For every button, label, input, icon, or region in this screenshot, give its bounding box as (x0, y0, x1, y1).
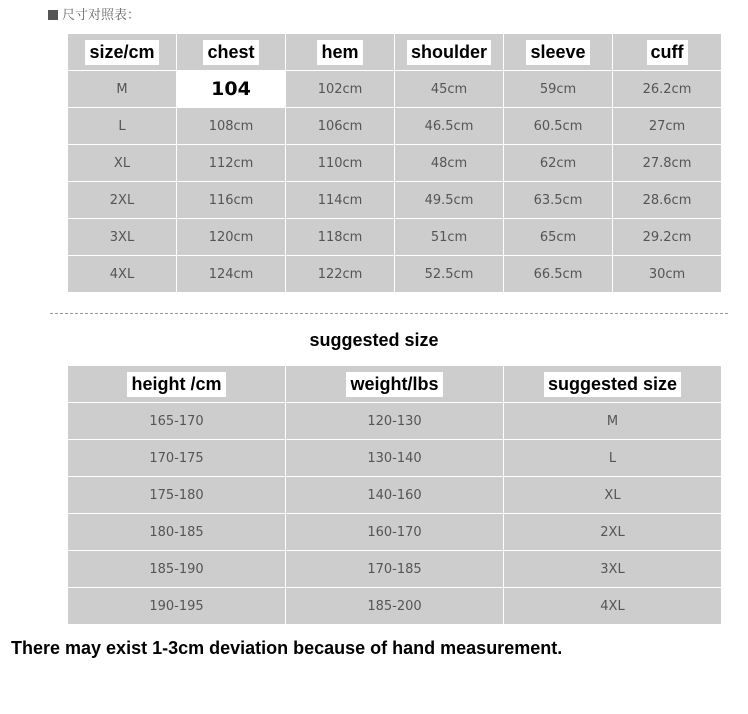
table-cell: 60.5cm (504, 108, 613, 145)
section-title-text: 尺寸对照表： (62, 8, 141, 23)
table-cell: 170-175 (68, 440, 286, 477)
suggest-table-header-row (68, 366, 722, 403)
measurement-note: There may exist 1-3cm deviation because of hand measurement. (11, 638, 563, 658)
table-row (68, 551, 722, 588)
table-cell: 180-185 (68, 514, 286, 551)
table-row (68, 440, 722, 477)
table-cell: 108cm (177, 108, 286, 145)
hem-header-cell: hem (286, 34, 395, 71)
table-cell-highlighted: 104 (177, 71, 286, 108)
table-cell: 110cm (286, 145, 395, 182)
size-header-cell: size/cm (68, 34, 177, 71)
table-cell: 51cm (395, 219, 504, 256)
table-cell: 102cm (286, 71, 395, 108)
table-cell: 112cm (177, 145, 286, 182)
table-cell: 65cm (504, 219, 613, 256)
table-cell: 30cm (613, 256, 722, 293)
table-cell: 27.8cm (613, 145, 722, 182)
table-cell: L (68, 108, 177, 145)
table-row (68, 182, 722, 219)
weight-header-cell: weight/lbs (286, 366, 504, 403)
table-row (68, 71, 722, 108)
chest-header-cell: chest (177, 34, 286, 71)
square-bullet-icon (48, 10, 58, 20)
table-cell: 120-130 (286, 403, 504, 440)
table-cell: 45cm (395, 71, 504, 108)
shoulder-header-cell: shoulder (395, 34, 504, 71)
table-cell: 118cm (286, 219, 395, 256)
table-cell: 130-140 (286, 440, 504, 477)
table-cell: 27cm (613, 108, 722, 145)
table-cell: 2XL (68, 182, 177, 219)
section-title (48, 4, 140, 23)
table-cell: 124cm (177, 256, 286, 293)
table-cell: M (504, 403, 722, 440)
table-cell: 2XL (504, 514, 722, 551)
table-row (68, 145, 722, 182)
table-cell: 3XL (68, 219, 177, 256)
size-chart-table (67, 33, 722, 293)
table-cell: 114cm (286, 182, 395, 219)
suggested-size-header-cell: suggested size (504, 366, 722, 403)
table-cell: 160-170 (286, 514, 504, 551)
table-cell: M (68, 71, 177, 108)
table-row (68, 403, 722, 440)
table-cell: 46.5cm (395, 108, 504, 145)
sleeve-header-cell: sleeve (504, 34, 613, 71)
table-row (68, 588, 722, 625)
dashed-divider (50, 313, 728, 314)
table-cell: XL (504, 477, 722, 514)
table-cell: 175-180 (68, 477, 286, 514)
table-cell: 120cm (177, 219, 286, 256)
table-cell: 116cm (177, 182, 286, 219)
table-cell: 185-190 (68, 551, 286, 588)
table-row (68, 219, 722, 256)
suggested-size-title (0, 330, 748, 351)
size-table-header-row (68, 34, 722, 71)
table-cell: 3XL (504, 551, 722, 588)
table-cell: 66.5cm (504, 256, 613, 293)
table-row (68, 477, 722, 514)
height-header-cell: height /cm (68, 366, 286, 403)
table-cell: 48cm (395, 145, 504, 182)
table-row (68, 514, 722, 551)
table-cell: 165-170 (68, 403, 286, 440)
table-cell: 4XL (68, 256, 177, 293)
table-cell: 63.5cm (504, 182, 613, 219)
table-cell: 4XL (504, 588, 722, 625)
table-cell: 26.2cm (613, 71, 722, 108)
cuff-header-cell: cuff (613, 34, 722, 71)
table-cell: 122cm (286, 256, 395, 293)
suggested-size-title-text: suggested size (305, 328, 442, 352)
table-cell: 52.5cm (395, 256, 504, 293)
table-row (68, 108, 722, 145)
table-cell: 28.6cm (613, 182, 722, 219)
table-cell: 49.5cm (395, 182, 504, 219)
suggested-size-table (67, 365, 722, 625)
table-cell: 106cm (286, 108, 395, 145)
table-cell: 190-195 (68, 588, 286, 625)
table-cell: 62cm (504, 145, 613, 182)
table-cell: 140-160 (286, 477, 504, 514)
table-cell: 59cm (504, 71, 613, 108)
table-cell: XL (68, 145, 177, 182)
table-cell: 29.2cm (613, 219, 722, 256)
table-cell: 170-185 (286, 551, 504, 588)
table-cell: 185-200 (286, 588, 504, 625)
table-row (68, 256, 722, 293)
table-cell: L (504, 440, 722, 477)
